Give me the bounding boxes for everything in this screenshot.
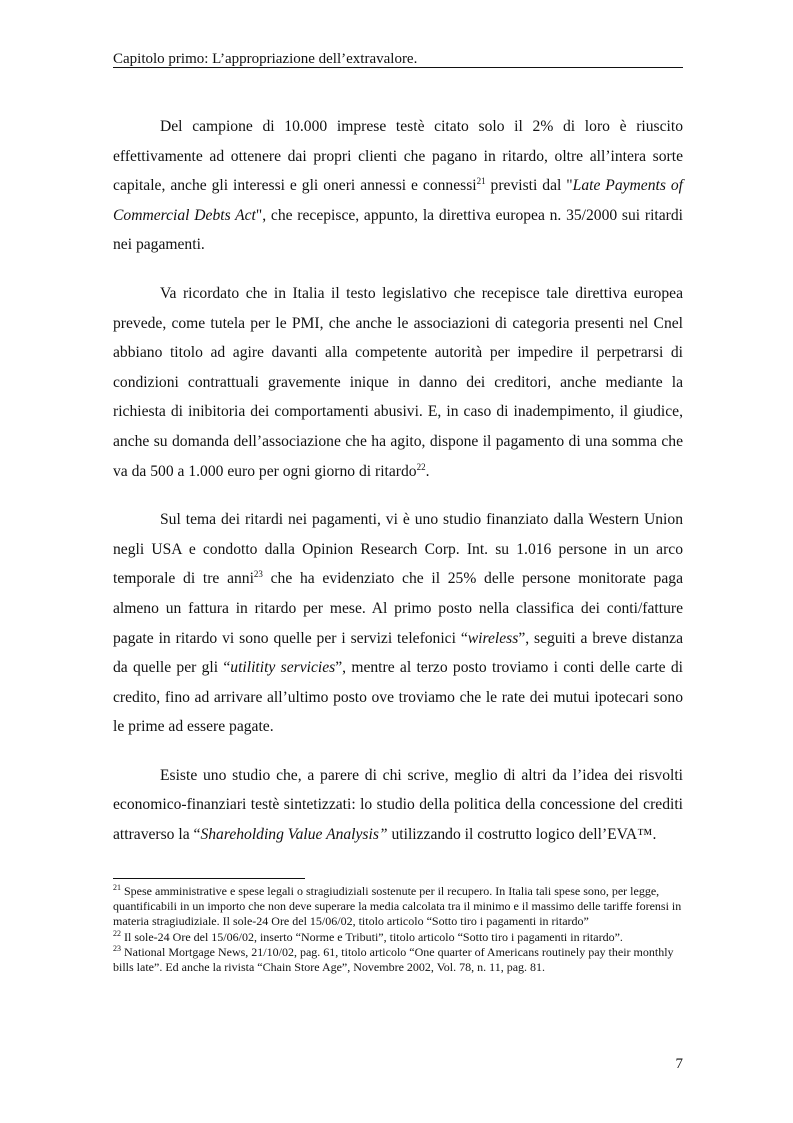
paragraph-4-italic: Shareholding Value Analysis” — [200, 826, 388, 844]
footnote-23 — [113, 945, 683, 975]
footnote-number: 21 — [113, 883, 121, 892]
footnote-ref-23[interactable]: 23 — [253, 569, 263, 580]
paragraph-3-text-a: Sul tema dei ritardi nei pagamenti, vi è uno studio finanziato dalla Western Union negli USA e condotto dalla Opinion Research Corp. Int. su 1.016 persone in un arco temporale di tre anni — [113, 511, 683, 588]
paragraph-1-text-b: previsti dal " — [485, 177, 573, 195]
main-text — [113, 112, 683, 869]
paragraph-1 — [113, 112, 683, 260]
running-header: Capitolo primo: L’appropriazione dell’extravalore. — [113, 51, 418, 67]
footnote-21 — [113, 884, 683, 930]
footnote-22 — [113, 930, 683, 945]
paragraph-3-text-c: ”, seguiti a breve distanza da quelle per gli “ — [113, 629, 684, 677]
header-rule — [113, 67, 683, 68]
footnote-ref-21[interactable]: 21 — [476, 176, 486, 187]
footnote-text: Spese amministrative e spese legali o stragiudiziali sostenute per il recupero. In Italia tali spese sono, per legge, quantificabili in un importo che non deve superare la media calcolata tra il minimo e il massimo delle tariffe forensi in materia stragiudiziale. Il sole-24 Ore del 15/06/02, titolo articolo “Sotto tiro i pagamenti in ritardo” — [113, 884, 682, 929]
paragraph-3-italic-2: utilitity servicies — [230, 659, 336, 677]
paragraph-2 — [113, 279, 683, 486]
paragraph-2-text-b: . — [425, 462, 430, 480]
paragraph-3 — [113, 505, 683, 742]
paragraph-1-italic: Late Payments of Commercial Debts Act — [113, 177, 684, 224]
footnote-number: 23 — [113, 943, 121, 953]
footnote-separator — [113, 878, 305, 879]
paragraph-2-text-a: Va ricordato che in Italia il testo legislativo che recepisce tale direttiva europea prevede, come tutela per le PMI, che anche le associazioni di categoria presenti nel Cnel abbiano titolo ad agire davanti alla competente autorità per impedire il perpetrarsi di condizioni contrattuali gravemente inique in danno dei creditori, anche mediante la richiesta di inibitoria dei comportamenti abusivi. E, in caso di inadempimento, il giudice, anche su domanda dell’associazione che ha agito, dispone il pagamento di una somma che va da 500 a 1.000 euro per ogni giorno di ritardo — [113, 284, 683, 480]
paragraph-3-text-b: che ha evidenziato che il 25% delle persone monitorate paga almeno un fattura in ritardo per mese. Al primo posto nella classifica dei conti/fatture pagate in ritardo vi sono quelle per i servizi telefonici “ — [113, 570, 683, 647]
footnote-text: National Mortgage News, 21/10/02, pag. 61, titolo articolo “One quarter of Americans routinely pay their monthly bills late”. Ed anche la rivista “Chain Store Age”, Novembre 2002, Vol. 78, n. 11, pag. 81. — [113, 944, 674, 975]
paragraph-3-italic-1: wireless — [467, 629, 519, 647]
footnote-number: 22 — [113, 928, 121, 938]
paragraph-1-text-a: Del campione di 10.000 imprese testè citato solo il 2% di loro è riuscito effettivamente ad ottenere dai propri clienti che pagano in ritardo, oltre all’intera sorte capitale, anche gli interessi e gli oneri annessi e connessi — [113, 118, 683, 195]
paragraph-4 — [113, 761, 683, 850]
paragraph-3-text-d: ”, mentre al terzo posto troviamo i conti delle carte di credito, fino ad arrivare all’ultimo posto ove troviamo che le rate dei mutui ipotecari sono le prime ad essere pagate. — [113, 659, 684, 736]
page-number: 7 — [675, 1056, 683, 1072]
paragraph-4-text-b: utilizzando il costrutto logico dell’EVA™. — [387, 826, 657, 844]
footnotes — [113, 884, 683, 975]
paragraph-1-text-c: ", che recepisce, appunto, la direttiva europea n. 35/2000 sui ritardi nei pagamenti. — [113, 206, 683, 254]
footnote-ref-22[interactable]: 22 — [416, 461, 426, 472]
footnote-text: Il sole-24 Ore del 15/06/02, inserto “Norme e Tributi”, titolo articolo “Sotto tiro i pagamenti in ritardo”. — [121, 929, 623, 944]
paragraph-4-text-a: Esiste uno studio che, a parere di chi scrive, meglio di altri da l’idea dei risvolti economico-finanziari testè sintetizzati: lo studio della politica della concessione del crediti attraverso la “ — [113, 766, 683, 844]
